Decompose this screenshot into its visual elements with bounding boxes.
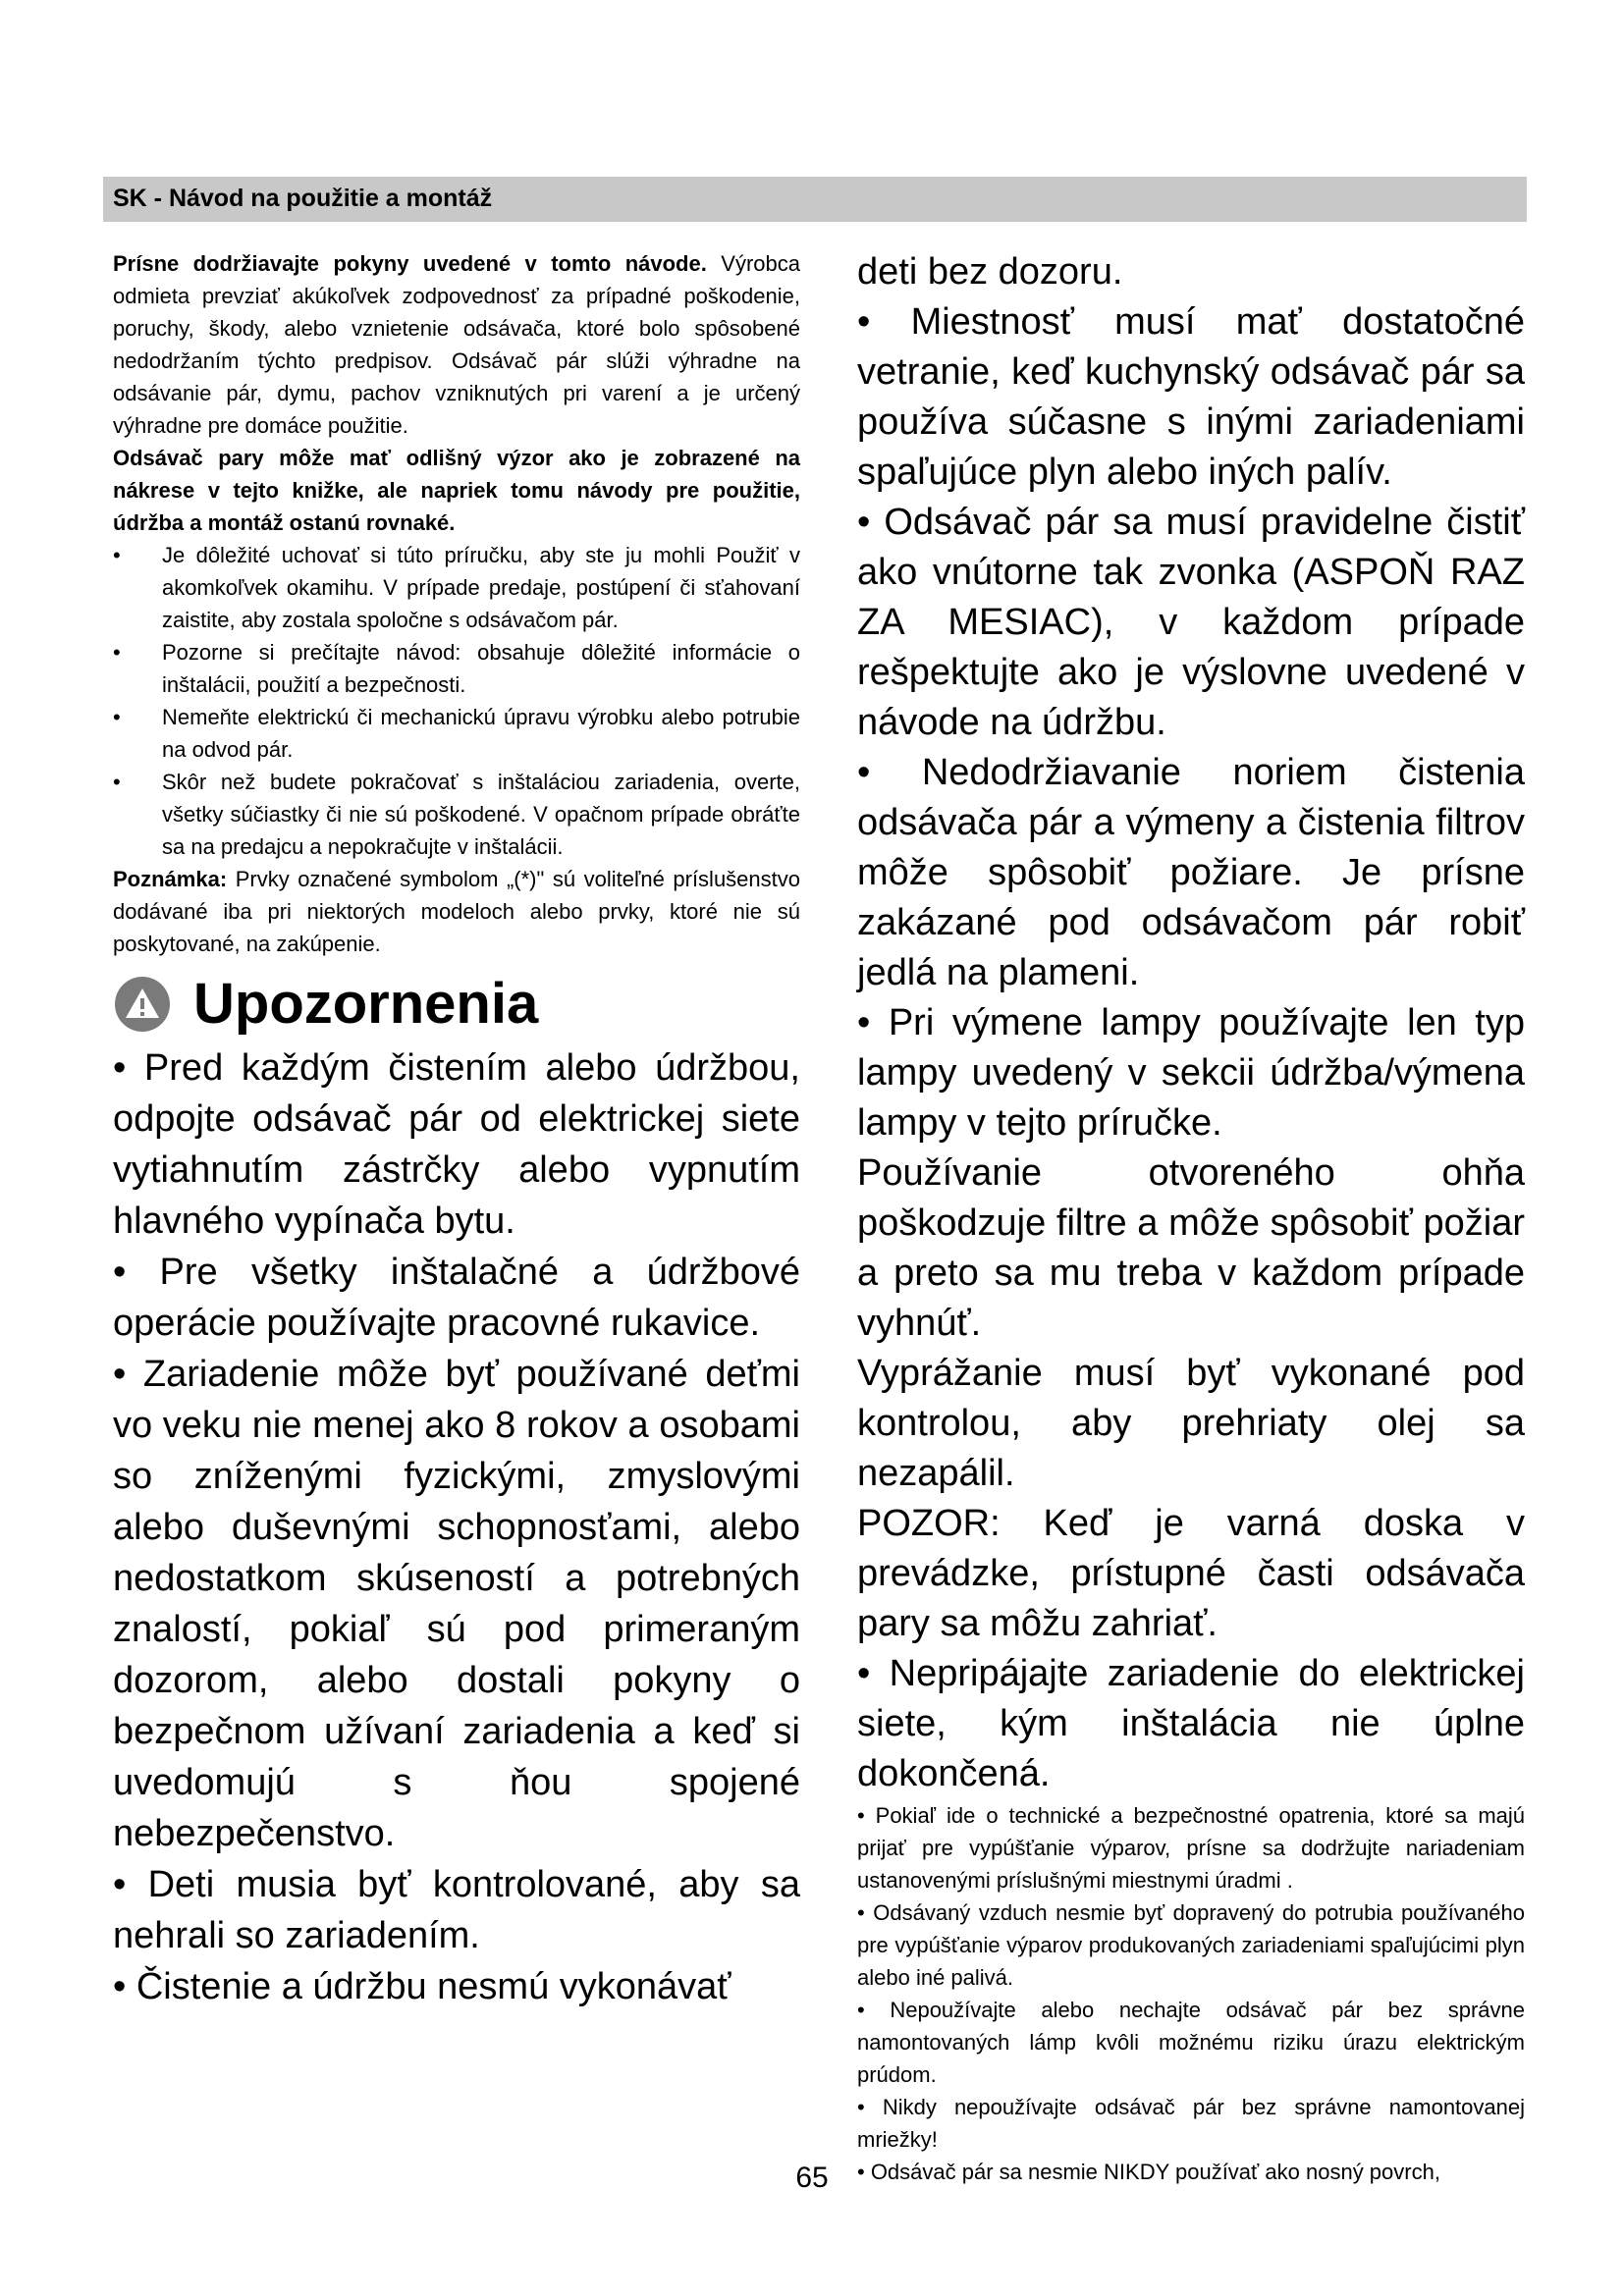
warning-paragraph: Vyprážanie musí byť vykonané pod kontrolou, aby prehriaty olej sa nezapálil. [857,1353,1525,1494]
warning-paragraph: • Pri výmene lampy používajte len typ lampy uvedený v sekcii údržba/výmena lampy v tejto príručke. [857,1002,1525,1144]
warning-small-paragraph: • Nikdy nepoužívajte odsávač pár bez správne namontovanej mriežky! [857,2095,1525,2152]
warning-small-paragraph: • Odsávač pár sa nesmie NIKDY používať ako nosný povrch, [857,2160,1440,2184]
list-item: • Je dôležité uchovať si túto príručku, aby ste ju mohli Použiť v akomkoľvek okamihu. V prípade predaje, postúpení či sťahovaní zaistite, aby zostala spoločne s odsávačom pár. [113,543,800,632]
right-column [857,247,1525,2188]
intro-bold-2: Odsávač pary môže mať odlišný výzor ako je zobrazené na nákrese v tejto knižke, ale napriek tomu návody pre použitie, údržba a montáž ostanú rovnaké. [113,446,800,535]
warning-paragraph: • Pred každým čistením alebo údržbou, odpojte odsávač pár od elektrickej siete vytiahnutím zástrčky alebo vypnutím hlavného vypínača bytu. [113,1047,800,1242]
intro-bold-1: Prísne dodržiavajte pokyny uvedené v tomto návode. [113,251,707,276]
left-column [113,247,800,2012]
page-number: 65 [795,2162,829,2194]
warning-paragraph: • Čistenie a údržbu nesmú vykonávať [113,1966,731,2007]
section-header-bar [103,177,1527,222]
warning-paragraph: deti bez dozoru. [857,251,1123,293]
warning-paragraph: • Pre všetky inštalačné a údržbové operácie používajte pracovné rukavice. [113,1252,800,1344]
note-paragraph [113,863,800,960]
section-header-title: SK - Návod na použitie a montáž [113,185,493,212]
warning-small-paragraph: • Nepoužívajte alebo nechajte odsávač pár bez správne namontovaných lámp kvôli možnému riziku úrazu elektrickým prúdom. [857,1998,1525,2087]
warning-paragraph: • Odsávač pár sa musí pravidelne čistiť ako vnútorne tak zvonka (ASPOŇ RAZ ZA MESIAC), v každom prípade rešpektujte ako je výslovne uvedené v návode na údržbu. [857,502,1525,743]
list-item: • Pozorne si prečítajte návod: obsahuje dôležité informácie o inštalácii, použití a bezpečnosti. [113,640,800,697]
warning-paragraph: • Nedodržiavanie noriem čistenia odsávača pár a výmeny a čistenia filtrov môže spôsobiť požiare. Je prísne zakázané pod odsávačom pár robiť jedlá na plameni. [857,752,1525,993]
warning-paragraph: • Zariadenie môže byť používané deťmi vo veku nie menej ako 8 rokov a osobami so zníženými fyzickými, zmyslovými alebo duševnými schopnosťami, alebo nedostatkom skúseností a potrebných znalostí, pokiaľ sú pod primeraným dozorom, alebo dostali pokyny o bezpečnom užívaní zariadenia a keď si uvedomujú s ňou spojené nebezpečenstvo. [113,1354,800,1854]
intro-paragraph-1 [113,247,800,442]
note-text: Prvky označené symbolom „(*)" sú voliteľné príslušenstvo dodávané iba pri niektorých modeloch alebo prvky, ktoré nie sú poskytované, na zakúpenie. [113,867,800,956]
list-item: • Skôr než budete pokračovať s inštaláciou zariadenia, overte, všetky súčiastky či nie sú poškodené. V opačnom prípade obráťte sa na predajcu a nepokračujte v inštalácii. [113,770,800,859]
warning-paragraph: • Nepripájajte zariadenie do elektrickej siete, kým inštalácia nie úplne dokončená. [857,1653,1525,1794]
warning-paragraph: Používanie otvoreného ohňa poškodzuje filtre a môže spôsobiť požiar a preto sa mu treba v každom prípade vyhnúť. [857,1152,1525,1344]
warnings-heading [113,972,800,1037]
intro-text-1: Výrobca odmieta prevziať akúkoľvek zodpovednosť za prípadné poškodenie, poruchy, škody, alebo vznietenie odsávača, ktoré bolo spôsobené nedodržaním týchto predpisov. Odsávač pár slúži výhradne na odsávanie pár, dymu, pachov vzniknutých pri varení a je určený výhradne pre domáce použitie. [113,251,800,438]
warning-icon [113,975,172,1034]
warning-paragraph: • Miestnosť musí mať dostatočné vetranie, keď kuchynský odsávač pár sa používa súčasne s inými zariadeniami spaľujúce plyn alebo iných palív. [857,301,1525,493]
warning-paragraph: • Deti musia byť kontrolované, aby sa nehrali so zariadením. [113,1864,800,1956]
warning-small-paragraph: • Odsávaný vzduch nesmie byť dopravený do potrubia používaného pre vypúšťanie výparov produkovaných zariadeniami spaľujúcimi plyn alebo iné palivá. [857,1900,1525,1990]
warning-small-paragraph: • Pokiaľ ide o technické a bezpečnostné opatrenia, ktoré sa majú prijať pre vypúšťanie výparov, prísne sa dodržujte nariadeniam ustanovenými príslušnými miestnymi úradmi . [857,1803,1525,1893]
warnings-title: Upozornenia [193,972,539,1036]
warning-paragraph: POZOR: Keď je varná doska v prevádzke, prístupné časti odsávača pary sa môžu zahriať. [857,1503,1525,1644]
note-label: Poznámka: [113,867,228,891]
intro-bullet-list [113,539,800,863]
list-item: • Nemeňte elektrickú či mechanickú úpravu výrobku alebo potrubie na odvod pár. [113,705,800,762]
